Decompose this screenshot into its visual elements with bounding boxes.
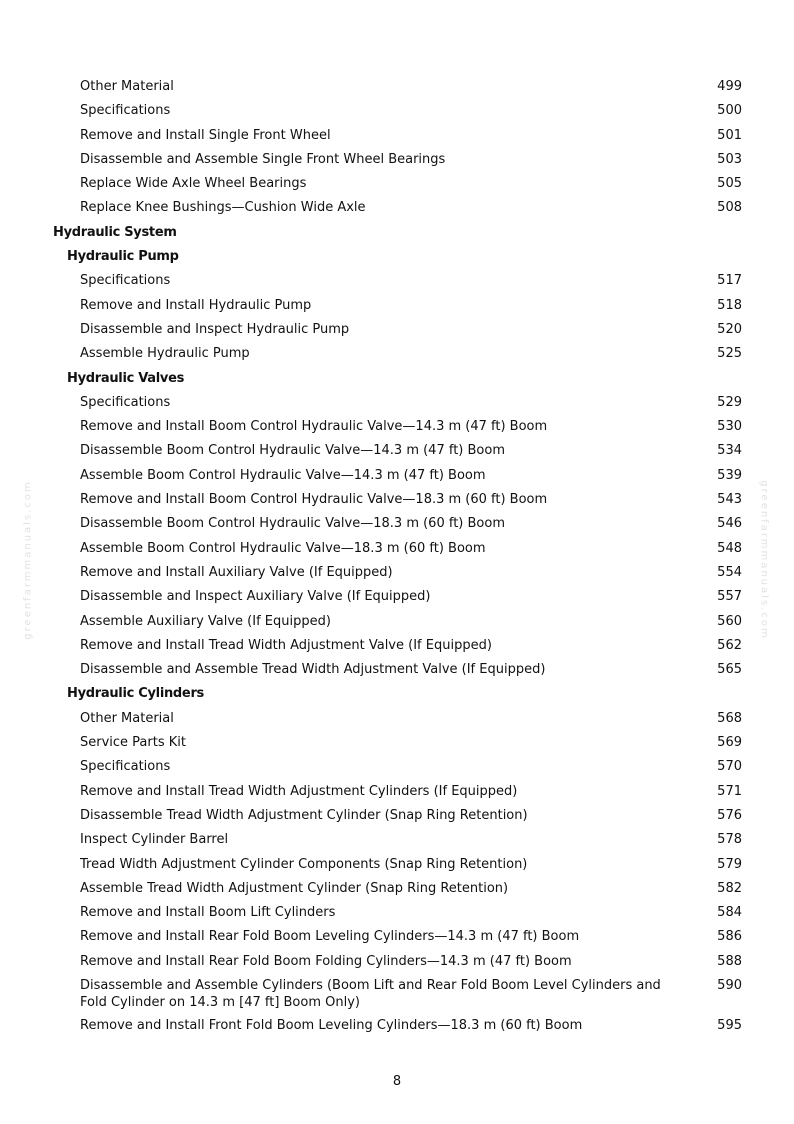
toc-entry-page: 518	[717, 297, 742, 313]
watermark-left: greenfarmmanuals.com	[22, 480, 34, 640]
toc-entry-title: Disassemble and Assemble Single Front Wheel Bearings	[80, 151, 446, 167]
toc-entry-page: 546	[717, 516, 742, 532]
toc-entry[interactable]	[0, 634, 794, 658]
toc-entry-title: Hydraulic Valves	[67, 370, 185, 386]
toc-entry[interactable]	[0, 925, 794, 949]
toc-entry-title: Disassemble and Assemble Tread Width Adjustment Valve (If Equipped)	[80, 662, 546, 678]
toc-entry[interactable]	[0, 318, 794, 342]
toc-entry[interactable]	[0, 731, 794, 755]
toc-entry[interactable]	[0, 707, 794, 731]
toc-entry-title: Assemble Tread Width Adjustment Cylinder (Snap Ring Retention)	[80, 880, 509, 896]
toc-entry-title: Remove and Install Boom Control Hydraulic Valve—18.3 m (60 ft) Boom	[80, 492, 548, 508]
toc-entry-page: 534	[717, 443, 742, 459]
toc-entry[interactable]	[0, 804, 794, 828]
toc-entry-title: Inspect Cylinder Barrel	[80, 832, 229, 848]
toc-entry-page: 565	[717, 662, 742, 678]
toc-entry[interactable]	[0, 99, 794, 123]
toc-entry[interactable]	[0, 755, 794, 779]
toc-entry[interactable]	[0, 828, 794, 852]
toc-entry-title: Assemble Boom Control Hydraulic Valve—18.3 m (60 ft) Boom	[80, 540, 486, 556]
toc-entry-title: Remove and Install Hydraulic Pump	[80, 297, 312, 313]
toc-entry[interactable]	[0, 124, 794, 148]
toc-entry-title: Remove and Install Boom Lift Cylinders	[80, 905, 336, 921]
toc-entry-title: Tread Width Adjustment Cylinder Components (Snap Ring Retention)	[80, 856, 528, 872]
toc-entry[interactable]	[0, 148, 794, 172]
toc-section-heading	[0, 221, 794, 245]
toc-entry-page: 595	[717, 1017, 742, 1033]
toc-entry-page: 500	[717, 103, 742, 119]
toc-entry-page: 525	[717, 346, 742, 362]
toc-entry[interactable]	[0, 853, 794, 877]
toc-entry-page: 503	[717, 151, 742, 167]
toc-entry-page: 548	[717, 540, 742, 556]
toc-entry[interactable]	[0, 294, 794, 318]
toc-entry-title: Disassemble and Assemble Cylinders (Boom Lift and Rear Fold Boom Level Cylinders and Fold Cylinder on 14.3 m [47 ft] Boom Only)	[80, 977, 661, 1010]
toc-entry-page: 578	[717, 832, 742, 848]
toc-entry[interactable]	[0, 172, 794, 196]
toc-entry[interactable]	[0, 561, 794, 585]
toc-entry-page: 586	[717, 929, 742, 945]
toc-entry[interactable]	[0, 488, 794, 512]
toc-entry-page: 588	[717, 953, 742, 969]
toc-entry-title: Hydraulic System	[53, 224, 177, 240]
toc-entry[interactable]	[0, 950, 794, 974]
toc-entry[interactable]	[0, 75, 794, 99]
toc-entry-page: 539	[717, 467, 742, 483]
toc-entry-title: Assemble Auxiliary Valve (If Equipped)	[80, 613, 331, 629]
toc-entry-title: Specifications	[80, 273, 171, 289]
toc-entry-title: Service Parts Kit	[80, 735, 186, 751]
toc-entry-title: Remove and Install Single Front Wheel	[80, 127, 331, 143]
toc-entry[interactable]	[0, 974, 794, 1014]
toc-entry[interactable]	[0, 537, 794, 561]
toc-entry-title: Specifications	[80, 394, 171, 410]
toc-entry-page: 570	[717, 759, 742, 775]
toc-entry-title: Disassemble Tread Width Adjustment Cylinder (Snap Ring Retention)	[80, 807, 528, 823]
toc-entry-page: 554	[717, 564, 742, 580]
toc-entry-title: Remove and Install Auxiliary Valve (If Equipped)	[80, 564, 393, 580]
toc-entry-page: 505	[717, 176, 742, 192]
page-number: 8	[392, 1074, 402, 1089]
toc-subsection-heading	[0, 245, 794, 269]
toc-entry[interactable]	[0, 439, 794, 463]
toc-entry-page: 562	[717, 637, 742, 653]
toc-entry-page: 569	[717, 735, 742, 751]
toc-entry[interactable]	[0, 464, 794, 488]
toc-entry-title: Disassemble Boom Control Hydraulic Valve—18.3 m (60 ft) Boom	[80, 516, 505, 532]
toc-entry-title: Hydraulic Pump	[67, 249, 179, 265]
toc-entry-title: Remove and Install Boom Control Hydraulic Valve—14.3 m (47 ft) Boom	[80, 419, 548, 435]
toc-entry-page: 499	[717, 79, 742, 94]
toc-entry-page: 579	[717, 856, 742, 872]
toc-entry-page: 582	[717, 880, 742, 896]
toc-entry[interactable]	[0, 415, 794, 439]
toc-entry-page: 571	[717, 783, 742, 799]
toc-entry-title: Replace Wide Axle Wheel Bearings	[80, 176, 307, 192]
toc-entry[interactable]	[0, 1014, 794, 1038]
toc-entry-title: Specifications	[80, 759, 171, 775]
toc-entry[interactable]	[0, 780, 794, 804]
toc-entry-title: Specifications	[80, 103, 171, 119]
toc-entry-title: Disassemble and Inspect Auxiliary Valve (If Equipped)	[80, 589, 431, 605]
toc-entry[interactable]	[0, 658, 794, 682]
toc-entry-title: Other Material	[80, 79, 174, 94]
toc-entry[interactable]	[0, 610, 794, 634]
toc-entry-title: Remove and Install Front Fold Boom Leveling Cylinders—18.3 m (60 ft) Boom	[80, 1017, 583, 1033]
toc-entry[interactable]	[0, 512, 794, 536]
toc-entry-page: 501	[717, 127, 742, 143]
toc-entry-title: Remove and Install Rear Fold Boom Folding Cylinders—14.3 m (47 ft) Boom	[80, 953, 572, 969]
toc-entry-title: Assemble Hydraulic Pump	[80, 346, 250, 362]
toc-subsection-heading	[0, 682, 794, 706]
toc-entry-title: Assemble Boom Control Hydraulic Valve—14.3 m (47 ft) Boom	[80, 467, 486, 483]
toc-entry-title: Disassemble Boom Control Hydraulic Valve—14.3 m (47 ft) Boom	[80, 443, 505, 459]
toc-entry-page: 568	[717, 710, 742, 726]
toc-entry-page: 543	[717, 492, 742, 508]
toc-entry-page: 517	[717, 273, 742, 289]
toc-entry[interactable]	[0, 391, 794, 415]
toc-entry[interactable]	[0, 342, 794, 366]
toc-entry-page: 557	[717, 589, 742, 605]
toc-entry-page: 508	[717, 200, 742, 216]
toc-entry-title: Replace Knee Bushings—Cushion Wide Axle	[80, 200, 366, 216]
toc-entry-page: 584	[717, 905, 742, 921]
toc-entry-title: Other Material	[80, 710, 174, 726]
toc-entry-title: Remove and Install Tread Width Adjustment Valve (If Equipped)	[80, 637, 492, 653]
toc-entry-page: 560	[717, 613, 742, 629]
toc-entry-title: Remove and Install Tread Width Adjustment Cylinders (If Equipped)	[80, 783, 518, 799]
toc-entry-title: Disassemble and Inspect Hydraulic Pump	[80, 321, 350, 337]
toc-entry-title: Hydraulic Cylinders	[67, 686, 204, 702]
table-of-contents	[0, 75, 794, 1038]
toc-entry[interactable]	[0, 901, 794, 925]
toc-subsection-heading	[0, 367, 794, 391]
toc-entry[interactable]	[0, 585, 794, 609]
toc-entry-page: 530	[717, 419, 742, 435]
toc-entry-page: 529	[717, 394, 742, 410]
watermark-right: greenfarmmanuals.com	[758, 480, 770, 640]
toc-entry-title: Remove and Install Rear Fold Boom Leveling Cylinders—14.3 m (47 ft) Boom	[80, 929, 580, 945]
toc-entry[interactable]	[0, 196, 794, 220]
toc-entry-page: 520	[717, 321, 742, 337]
toc-entry[interactable]	[0, 877, 794, 901]
toc-entry-page: 590	[717, 977, 742, 993]
toc-entry[interactable]	[0, 269, 794, 293]
toc-entry-page: 576	[717, 807, 742, 823]
